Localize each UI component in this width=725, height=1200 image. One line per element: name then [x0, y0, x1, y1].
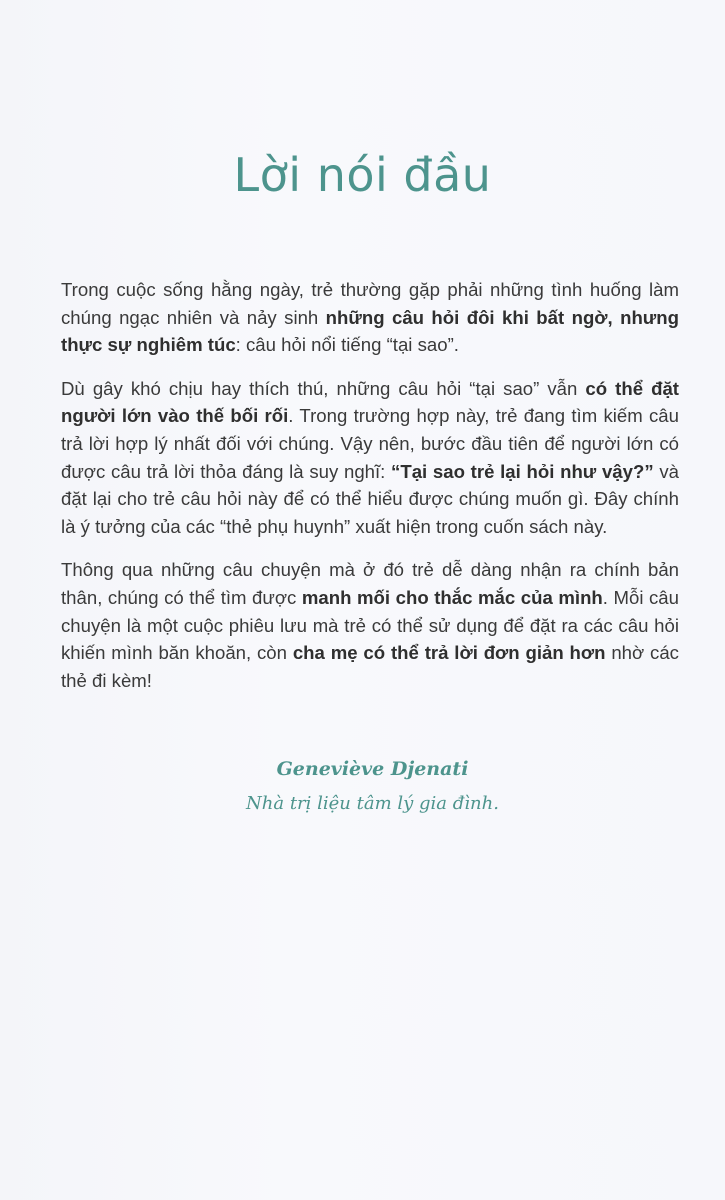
paragraph-3-bold-2: cha mẹ có thể trả lời đơn giản hơn: [292, 642, 606, 664]
paragraph-2: [61, 375, 679, 541]
paragraph-2-bold-1: có thể đặt người lớn vào thế bối rối: [61, 377, 679, 427]
paragraph-2-bold-2: “Tại sao trẻ lại hỏi như vậy?”: [391, 460, 654, 482]
paragraph-1: [61, 276, 679, 359]
preface-body: [61, 276, 679, 710]
paragraph-1-run-3: : câu hỏi nổi tiếng “tại sao”.: [235, 334, 459, 356]
paragraph-1-bold-1: những câu hỏi đôi khi bất ngờ, nhưng thực sự nghiêm túc: [61, 306, 679, 356]
paragraph-3-bold-1: manh mối cho thắc mắc của mình: [301, 586, 603, 608]
paragraph-2-run-3: . Trong trường hợp này, trẻ đang tìm kiếm câu trả lời hợp lý nhất đối với chúng. Vậy nên, bước đầu tiên để người lớn có được câu trả lời thỏa đáng là suy nghĩ:: [61, 405, 679, 482]
paragraph-3: [61, 556, 679, 694]
paragraph-2-run-5: và đặt lại cho trẻ câu hỏi này để có thể hiểu được chúng muốn gì. Đây chính là ý tưởng của các “thẻ phụ huynh” xuất hiện trong cuốn sách này.: [61, 460, 679, 537]
page-title: Lời nói đầu: [233, 148, 492, 202]
paragraph-2-run-1: Dù gây khó chịu hay thích thú, những câu hỏi “tại sao” vẫn: [61, 377, 586, 399]
paragraph-3-run-5: nhờ các thẻ đi kèm!: [61, 642, 679, 691]
paragraph-3-run-1: Thông qua những câu chuyện mà ở đó trẻ dễ dàng nhận ra chính bản thân, chúng có thể tìm được: [61, 559, 679, 608]
author-role: Nhà trị liệu tâm lý gia đình.: [246, 793, 499, 814]
paragraph-3-run-3: . Mỗi câu chuyện là một cuộc phiêu lưu mà trẻ có thể sử dụng để đặt ra các câu hỏi khiến mình băn khoăn, còn: [61, 586, 679, 664]
paragraph-1-run-1: Trong cuộc sống hằng ngày, trẻ thường gặp phải những tình huống làm chúng ngạc nhiên và nảy sinh: [61, 279, 679, 328]
author-name: Geneviève Djenati: [276, 758, 469, 780]
